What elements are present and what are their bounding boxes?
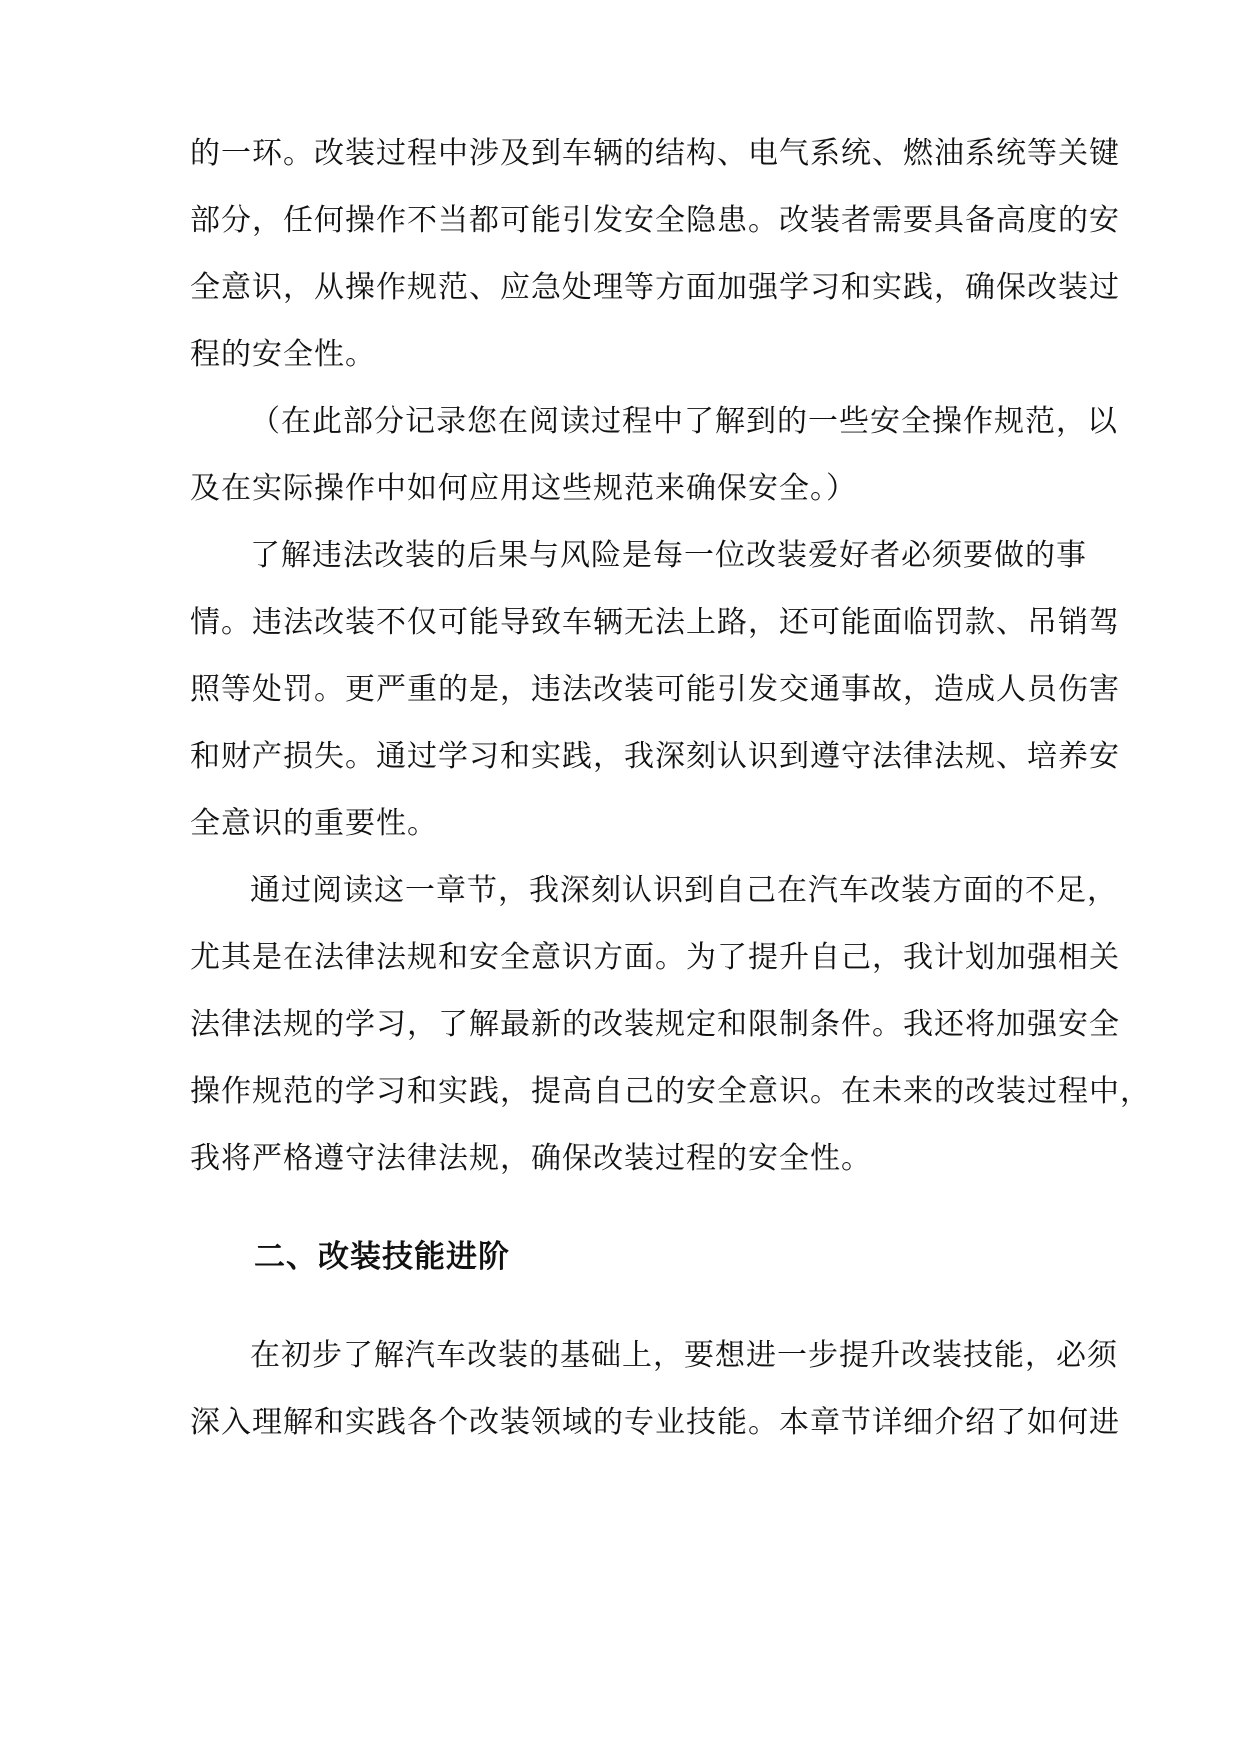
paragraph-line: 法律法规的学习，了解最新的改装规定和限制条件。我还将加强安全 (190, 1007, 1120, 1042)
paragraph-line: 程的安全性。 (190, 337, 376, 372)
paragraph-line: 全意识，从操作规范、应急处理等方面加强学习和实践，确保改装过 (190, 270, 1120, 305)
paragraph-line: 照等处罚。更严重的是，违法改装可能引发交通事故，造成人员伤害 (190, 672, 1120, 707)
paragraph-line: 深入理解和实践各个改装领域的专业技能。本章节详细介绍了如何进 (190, 1405, 1120, 1440)
paragraph-line: 和财产损失。通过学习和实践，我深刻认识到遵守法律法规、培养安 (190, 739, 1120, 774)
paragraph-line: （在此部分记录您在阅读过程中了解到的一些安全操作规范，以 (250, 404, 1118, 439)
paragraph-line: 的一环。改装过程中涉及到车辆的结构、电气系统、燃油系统等关键 (190, 136, 1120, 171)
paragraph-line: 在初步了解汽车改装的基础上，要想进一步提升改装技能，必须 (250, 1338, 1118, 1373)
paragraph-line: 操作规范的学习和实践，提高自己的安全意识。在未来的改装过程中， (190, 1074, 1151, 1109)
paragraph-line: 全意识的重要性。 (190, 806, 438, 841)
paragraph-line: 尤其是在法律法规和安全意识方面。为了提升自己，我计划加强相关 (190, 940, 1120, 975)
paragraph-line: 我将严格遵守法律法规，确保改装过程的安全性。 (190, 1141, 872, 1176)
paragraph-line: 情。违法改装不仅可能导致车辆无法上路，还可能面临罚款、吊销驾 (190, 605, 1120, 640)
paragraph-line: 部分，任何操作不当都可能引发安全隐患。改装者需要具备高度的安 (190, 203, 1120, 238)
paragraph-line: 及在实际操作中如何应用这些规范来确保安全。） (190, 471, 857, 506)
section-heading: 二、改装技能进阶 (254, 1239, 510, 1275)
paragraph-line: 通过阅读这一章节，我深刻认识到自己在汽车改装方面的不足， (250, 873, 1118, 908)
paragraph-line: 了解违法改装的后果与风险是每一位改装爱好者必须要做的事 (250, 538, 1087, 573)
